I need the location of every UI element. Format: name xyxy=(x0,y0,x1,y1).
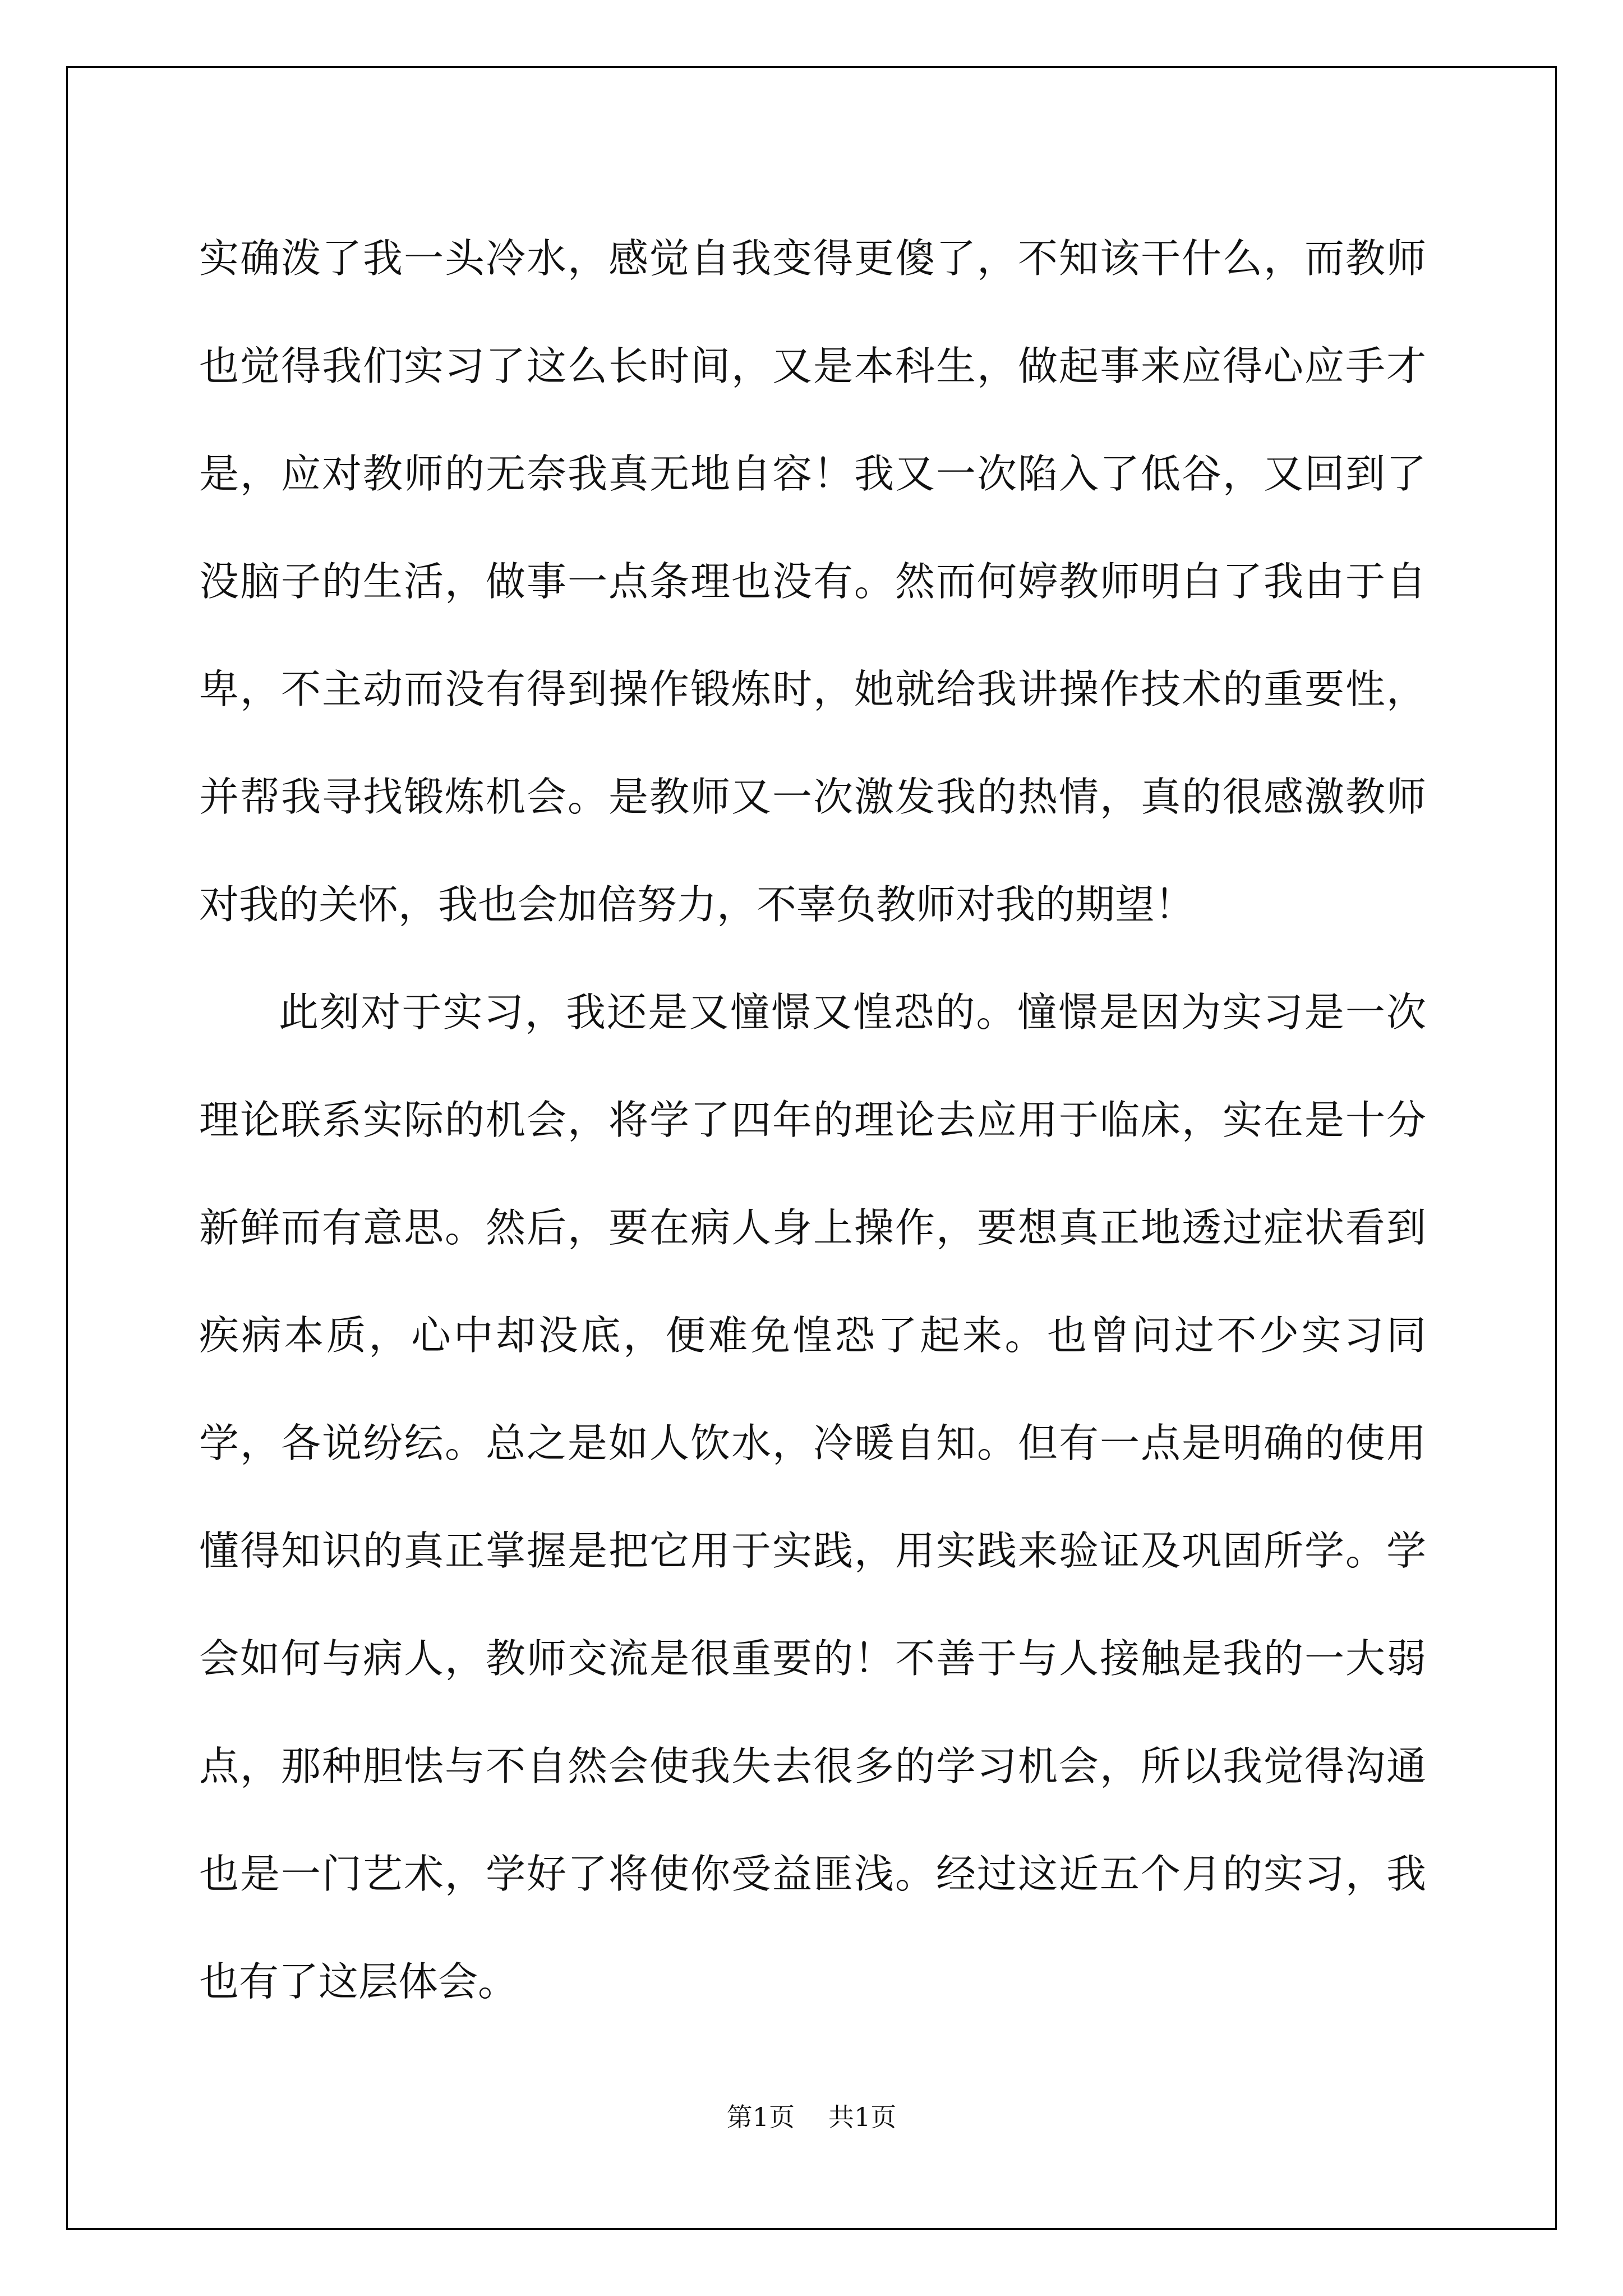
page-total: 共1页 xyxy=(828,2102,897,2132)
page-number: 第1页 xyxy=(726,2102,795,2132)
document-body xyxy=(199,205,1426,2036)
page-footer xyxy=(0,2097,1623,2134)
paragraph: 此刻对于实习，我还是又憧憬又惶恐的。憧憬是因为实习是一次理论联系实际的机会，将学了四年的理论去应用于临床，实在是十分新鲜而有意思。然后，要在病人身上操作，要想真正地透过症状看到疾病本质，心中却没底，便难免惶恐了起来。也曾问过不少实习同学，各说纷纭。总之是如人饮水，冷暖自知。但有一点是明确的使用懂得知识的真正掌握是把它用于实践，用实践来验证及巩固所学。学会如何与病人，教师交流是很重要的！不善于与人接触是我的一大弱点，那种胆怯与不自然会使我失去很多的学习机会，所以我觉得沟通也是一门艺术，学好了将使你受益匪浅。经过这近五个月的实习，我也有了这层体会。 xyxy=(199,989,1426,2005)
paragraph-continued: 实确泼了我一头冷水，感觉自我变得更傻了，不知该干什么，而教师也觉得我们实习了这么长时间，又是本科生，做起事来应得心应手才是，应对教师的无奈我真无地自容！我又一次陷入了低谷，又回到了没脑子的生活，做事一点条理也没有。然而何婷教师明白了我由于自卑，不主动而没有得到操作锻炼时，她就给我讲操作技术的重要性，并帮我寻找锻炼机会。是教师又一次激发我的热情，真的很感激教师对我的关怀，我也会加倍努力，不辜负教师对我的期望！ xyxy=(199,235,1426,928)
